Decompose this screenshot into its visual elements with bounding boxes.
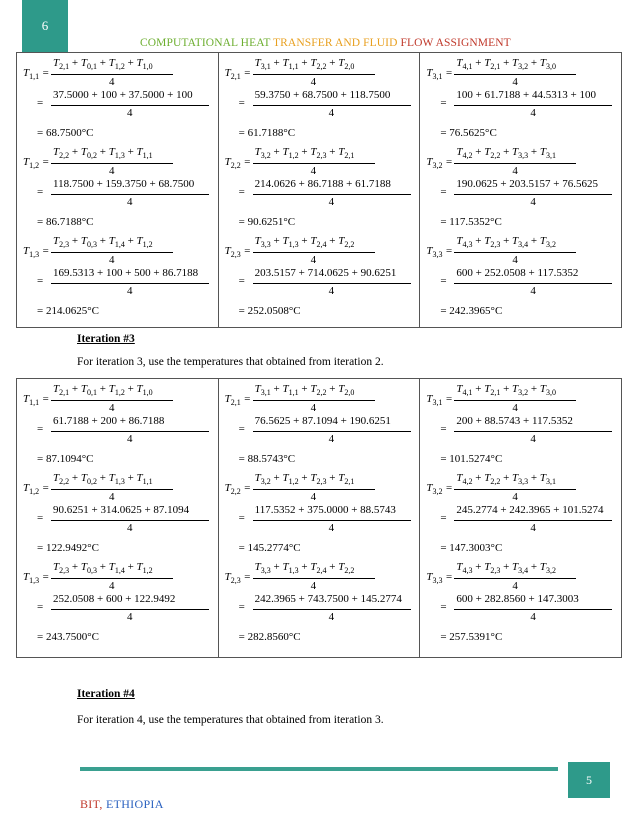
equation-lhs: $T_{2,1}$ = — [224, 67, 251, 82]
fraction-bar — [454, 489, 576, 490]
formula-denominator: 4 — [310, 491, 317, 503]
result-value: = 257.5391°C — [440, 631, 503, 643]
formula-numerator: $T_{3,1} + T_{1,1} + T_{2,2} + T_{2,0}$ — [254, 57, 355, 72]
equation-block-3-2 — [426, 472, 617, 561]
fraction-bar — [51, 74, 173, 75]
result-value: = 88.5743°C — [238, 453, 296, 465]
equation-lhs: $T_{3,1}$ = — [426, 393, 453, 408]
equation-block-2-3 — [225, 235, 416, 324]
equals-sign: = — [238, 275, 245, 287]
equation-lhs: $T_{3,3}$ = — [426, 245, 453, 260]
substituted-denominator: 4 — [530, 522, 536, 534]
result-value: = 282.8560°C — [238, 631, 301, 643]
equation-block-1-3 — [23, 235, 214, 324]
equals-sign: = — [440, 423, 447, 435]
substituted-denominator: 4 — [328, 285, 335, 297]
equals-sign: = — [37, 601, 44, 613]
substituted-numerator: 90.6251 + 314.0625 + 87.1094 — [53, 504, 190, 516]
equation-lhs: $T_{2,3}$ = — [224, 571, 251, 586]
substituted-numerator: 203.5157 + 714.0625 + 90.6251 — [254, 267, 397, 279]
equals-sign: = — [238, 423, 245, 435]
fraction-bar — [51, 194, 209, 195]
formula-numerator: $T_{4,2} + T_{2,2} + T_{3,3} + T_{3,1}$ — [456, 472, 556, 487]
formula-denominator: 4 — [109, 580, 115, 592]
substituted-numerator: 59.3750 + 68.7500 + 118.7500 — [254, 89, 391, 101]
formula-numerator: $T_{3,3} + T_{1,3} + T_{2,4} + T_{2,2}$ — [254, 561, 355, 576]
equals-sign: = — [37, 275, 44, 287]
iteration-3-column-2 — [219, 379, 421, 657]
formula-denominator: 4 — [512, 254, 518, 266]
result-value: = 252.0508°C — [238, 305, 301, 317]
fraction-bar — [454, 520, 612, 521]
substituted-numerator: 252.0508 + 600 + 122.9492 — [53, 593, 176, 605]
iteration-2-column-1 — [17, 53, 219, 327]
formula-numerator: $T_{3,2} + T_{1,2} + T_{2,3} + T_{2,1}$ — [254, 472, 355, 487]
fraction-bar — [454, 252, 576, 253]
substituted-denominator: 4 — [127, 433, 133, 445]
fraction-bar — [454, 74, 576, 75]
fraction-bar — [454, 400, 576, 401]
substituted-denominator: 4 — [127, 107, 133, 119]
substituted-denominator: 4 — [328, 433, 335, 445]
iteration-3-column-1 — [17, 379, 219, 657]
formula-denominator: 4 — [310, 165, 317, 177]
substituted-numerator: 37.5000 + 100 + 37.5000 + 100 — [53, 89, 193, 101]
equation-lhs: $T_{1,2}$ = — [23, 482, 50, 497]
formula-numerator: $T_{2,1} + T_{0,1} + T_{1,2} + T_{1,0}$ — [53, 57, 153, 72]
substituted-denominator: 4 — [127, 196, 133, 208]
fraction-bar — [51, 400, 173, 401]
equation-block-2-1 — [225, 57, 416, 146]
equals-sign: = — [37, 423, 44, 435]
equation-lhs: $T_{1,1}$ = — [23, 67, 50, 82]
fraction-bar — [51, 578, 173, 579]
fraction-bar — [51, 252, 173, 253]
result-value: = 122.9492°C — [37, 542, 99, 554]
substituted-denominator: 4 — [530, 196, 536, 208]
equation-lhs: $T_{2,2}$ = — [224, 156, 251, 171]
fraction-bar — [253, 74, 375, 75]
formula-denominator: 4 — [310, 254, 317, 266]
substituted-numerator: 100 + 61.7188 + 44.5313 + 100 — [456, 89, 596, 101]
equation-lhs: $T_{3,2}$ = — [426, 156, 453, 171]
fraction-bar — [51, 431, 209, 432]
fraction-bar — [253, 105, 411, 106]
fraction-bar — [51, 520, 209, 521]
substituted-denominator: 4 — [530, 285, 536, 297]
formula-numerator: $T_{4,3} + T_{2,3} + T_{3,4} + T_{3,2}$ — [456, 561, 556, 576]
formula-denominator: 4 — [512, 76, 518, 88]
substituted-denominator: 4 — [127, 522, 133, 534]
result-value: = 61.7188°C — [238, 127, 296, 139]
formula-denominator: 4 — [512, 402, 518, 414]
equation-block-3-3 — [426, 235, 617, 324]
equals-sign: = — [37, 97, 44, 109]
equals-sign: = — [238, 186, 245, 198]
equation-block-3-3 — [426, 561, 617, 650]
fraction-bar — [454, 609, 612, 610]
equals-sign: = — [440, 97, 447, 109]
substituted-denominator: 4 — [328, 196, 335, 208]
fraction-bar — [253, 252, 375, 253]
fraction-bar — [454, 163, 576, 164]
equals-sign: = — [440, 186, 447, 198]
formula-numerator: $T_{2,2} + T_{0,2} + T_{1,3} + T_{1,1}$ — [53, 472, 153, 487]
formula-numerator: $T_{4,1} + T_{2,1} + T_{3,2} + T_{3,0}$ — [456, 383, 556, 398]
formula-denominator: 4 — [109, 76, 115, 88]
equals-sign: = — [440, 275, 447, 287]
equals-sign: = — [238, 512, 245, 524]
result-value: = 86.7188°C — [37, 216, 94, 228]
equation-lhs: $T_{1,3}$ = — [23, 245, 50, 260]
equation-lhs: $T_{2,1}$ = — [224, 393, 251, 408]
formula-denominator: 4 — [512, 165, 518, 177]
substituted-numerator: 200 + 88.5743 + 117.5352 — [456, 415, 573, 427]
equation-block-1-1 — [23, 57, 214, 146]
equation-block-3-2 — [426, 146, 617, 235]
result-value: = 101.5274°C — [440, 453, 503, 465]
formula-denominator: 4 — [512, 580, 518, 592]
fraction-bar — [454, 283, 612, 284]
substituted-numerator: 245.2774 + 242.3965 + 101.5274 — [456, 504, 604, 516]
fraction-bar — [253, 489, 375, 490]
equals-sign: = — [238, 97, 245, 109]
fraction-bar — [51, 609, 209, 610]
fraction-bar — [253, 431, 411, 432]
result-value: = 76.5625°C — [440, 127, 497, 139]
equation-block-1-3 — [23, 561, 214, 650]
iteration-2-column-3 — [420, 53, 621, 327]
result-value: = 145.2774°C — [238, 542, 301, 554]
formula-numerator: $T_{2,3} + T_{0,3} + T_{1,4} + T_{1,2}$ — [53, 561, 153, 576]
document-header-title: COMPUTATIONAL HEAT TRANSFER AND FLUID FLOW ASSIGNMENT — [140, 37, 511, 49]
result-value: = 214.0625°C — [37, 305, 99, 317]
substituted-denominator: 4 — [127, 611, 133, 623]
fraction-bar — [51, 105, 209, 106]
equation-block-1-2 — [23, 146, 214, 235]
equation-lhs: $T_{3,2}$ = — [426, 482, 453, 497]
fraction-bar — [253, 520, 411, 521]
formula-denominator: 4 — [109, 165, 115, 177]
substituted-denominator: 4 — [328, 107, 335, 119]
formula-denominator: 4 — [512, 491, 518, 503]
equation-block-2-1 — [225, 383, 416, 472]
formula-numerator: $T_{3,1} + T_{1,1} + T_{2,2} + T_{2,0}$ — [254, 383, 355, 398]
formula-denominator: 4 — [109, 491, 115, 503]
fraction-bar — [51, 163, 173, 164]
formula-numerator: $T_{2,1} + T_{0,1} + T_{1,2} + T_{1,0}$ — [53, 383, 153, 398]
formula-denominator: 4 — [310, 402, 317, 414]
substituted-numerator: 76.5625 + 87.1094 + 190.6251 — [254, 415, 391, 427]
equals-sign: = — [238, 601, 245, 613]
substituted-numerator: 61.7188 + 200 + 86.7188 — [53, 415, 165, 427]
fraction-bar — [253, 609, 411, 610]
formula-numerator: $T_{3,2} + T_{1,2} + T_{2,3} + T_{2,1}$ — [254, 146, 355, 161]
equation-lhs: $T_{3,3}$ = — [426, 571, 453, 586]
equation-lhs: $T_{1,3}$ = — [23, 571, 50, 586]
fraction-bar — [51, 489, 173, 490]
equals-sign: = — [37, 512, 44, 524]
formula-numerator: $T_{3,3} + T_{1,3} + T_{2,4} + T_{2,2}$ — [254, 235, 355, 250]
equation-block-2-2 — [225, 472, 416, 561]
substituted-denominator: 4 — [328, 522, 335, 534]
footer-organization: BIT, ETHIOPIA — [80, 797, 164, 811]
equation-lhs: $T_{1,2}$ = — [23, 156, 50, 171]
fraction-bar — [253, 283, 411, 284]
result-value: = 68.7500°C — [37, 127, 94, 139]
substituted-numerator: 214.0626 + 86.7188 + 61.7188 — [254, 178, 391, 190]
substituted-numerator: 190.0625 + 203.5157 + 76.5625 — [456, 178, 599, 190]
substituted-numerator: 600 + 282.8560 + 147.3003 — [456, 593, 579, 605]
equation-block-2-3 — [225, 561, 416, 650]
formula-denominator: 4 — [109, 254, 115, 266]
equals-sign: = — [440, 512, 447, 524]
substituted-denominator: 4 — [530, 611, 536, 623]
formula-numerator: $T_{2,3} + T_{0,3} + T_{1,4} + T_{1,2}$ — [53, 235, 153, 250]
fraction-bar — [454, 578, 576, 579]
result-value: = 87.1094°C — [37, 453, 94, 465]
fraction-bar — [253, 400, 375, 401]
footer-page-badge: 5 — [568, 762, 610, 798]
equation-lhs: $T_{2,2}$ = — [224, 482, 251, 497]
formula-denominator: 4 — [310, 76, 317, 88]
iteration-3-intro: For iteration 3, use the temperatures that obtained from iteration 2. — [77, 356, 384, 368]
result-value: = 242.3965°C — [440, 305, 503, 317]
equation-block-1-2 — [23, 472, 214, 561]
equals-sign: = — [440, 601, 447, 613]
iteration-3-column-3 — [420, 379, 621, 657]
equation-block-2-2 — [225, 146, 416, 235]
formula-denominator: 4 — [310, 580, 317, 592]
result-value: = 117.5352°C — [440, 216, 502, 228]
substituted-numerator: 600 + 252.0508 + 117.5352 — [456, 267, 579, 279]
result-value: = 90.6251°C — [238, 216, 296, 228]
formula-numerator: $T_{4,1} + T_{2,1} + T_{3,2} + T_{3,0}$ — [456, 57, 556, 72]
formula-numerator: $T_{4,3} + T_{2,3} + T_{3,4} + T_{3,2}$ — [456, 235, 556, 250]
formula-numerator: $T_{2,2} + T_{0,2} + T_{1,3} + T_{1,1}$ — [53, 146, 153, 161]
fraction-bar — [454, 105, 612, 106]
equation-lhs: $T_{3,1}$ = — [426, 67, 453, 82]
fraction-bar — [454, 431, 612, 432]
substituted-numerator: 118.7500 + 159.3750 + 68.7500 — [53, 178, 195, 190]
iteration-4-heading: Iteration #4 — [77, 688, 135, 700]
fraction-bar — [253, 194, 411, 195]
equation-block-1-1 — [23, 383, 214, 472]
iteration-2-equation-table — [16, 52, 622, 328]
formula-denominator: 4 — [109, 402, 115, 414]
result-value: = 147.3003°C — [440, 542, 503, 554]
substituted-denominator: 4 — [328, 611, 335, 623]
equals-sign: = — [37, 186, 44, 198]
equation-lhs: $T_{2,3}$ = — [224, 245, 251, 260]
fraction-bar — [253, 163, 375, 164]
equation-block-3-1 — [426, 57, 617, 146]
iteration-2-column-2 — [219, 53, 421, 327]
substituted-denominator: 4 — [530, 107, 536, 119]
substituted-numerator: 242.3965 + 743.7500 + 145.2774 — [254, 593, 402, 605]
footer-divider — [80, 767, 558, 771]
substituted-denominator: 4 — [127, 285, 133, 297]
equation-lhs: $T_{1,1}$ = — [23, 393, 50, 408]
result-value: = 243.7500°C — [37, 631, 99, 643]
fraction-bar — [253, 578, 375, 579]
equation-block-3-1 — [426, 383, 617, 472]
iteration-4-intro: For iteration 4, use the temperatures that obtained from iteration 3. — [77, 714, 384, 726]
page-number-badge: 6 — [22, 0, 68, 52]
iteration-3-equation-table — [16, 378, 622, 658]
iteration-3-heading: Iteration #3 — [77, 333, 135, 345]
fraction-bar — [51, 283, 209, 284]
fraction-bar — [454, 194, 612, 195]
formula-numerator: $T_{4,2} + T_{2,2} + T_{3,3} + T_{3,1}$ — [456, 146, 556, 161]
substituted-numerator: 117.5352 + 375.0000 + 88.5743 — [254, 504, 396, 516]
substituted-numerator: 169.5313 + 100 + 500 + 86.7188 — [53, 267, 199, 279]
substituted-denominator: 4 — [530, 433, 536, 445]
